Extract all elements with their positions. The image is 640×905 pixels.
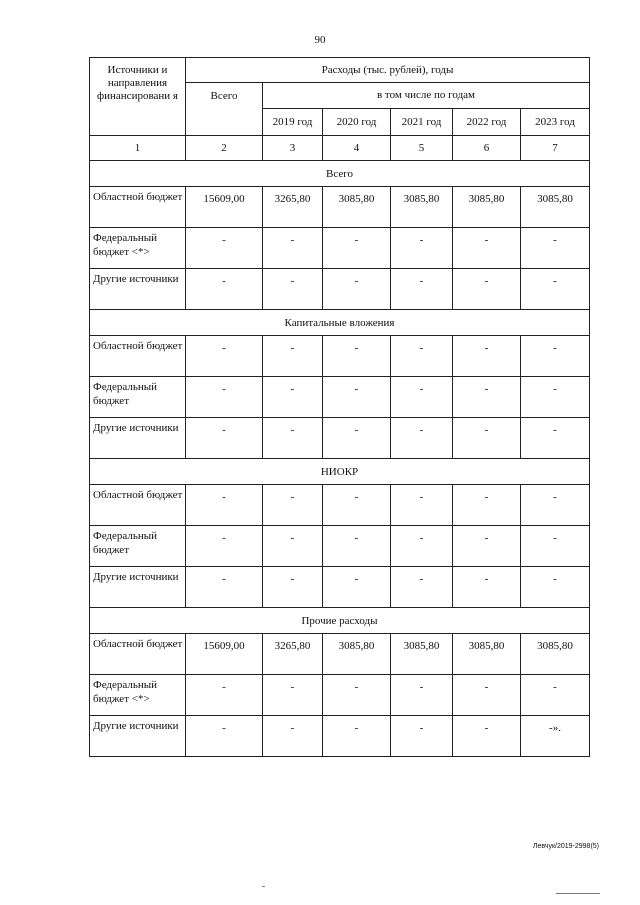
value-cell: 15609,00 [186, 634, 263, 675]
header-year: 2022 год [453, 109, 521, 136]
source-name: Федеральный бюджет <*> [90, 228, 186, 269]
header-by-years: в том числе по годам [263, 83, 590, 109]
value-cell: - [521, 336, 590, 377]
table-row [90, 377, 590, 418]
page-number: 90 [314, 34, 326, 46]
section-header-row [90, 310, 590, 336]
source-name: Областной бюджет [90, 336, 186, 377]
value-cell: - [391, 716, 453, 757]
financing-table [89, 57, 590, 757]
value-cell: - [391, 377, 453, 418]
value-cell: 3085,80 [521, 187, 590, 228]
value-cell: - [263, 377, 323, 418]
column-number: 4 [323, 136, 391, 161]
header-year: 2023 год [521, 109, 590, 136]
source-name: Областной бюджет [90, 634, 186, 675]
value-cell: 3085,80 [453, 187, 521, 228]
value-cell: - [453, 228, 521, 269]
table-row [90, 716, 590, 757]
value-cell: - [391, 567, 453, 608]
header-total: Всего [186, 83, 263, 136]
value-cell: - [391, 675, 453, 716]
source-name: Федеральный бюджет [90, 377, 186, 418]
value-cell: - [453, 567, 521, 608]
value-cell: - [323, 675, 391, 716]
value-cell: - [323, 716, 391, 757]
value-cell: 3085,80 [453, 634, 521, 675]
table-row [90, 228, 590, 269]
value-cell: - [453, 336, 521, 377]
table-row [90, 634, 590, 675]
value-cell: - [453, 675, 521, 716]
value-cell: - [186, 716, 263, 757]
value-cell: - [186, 228, 263, 269]
header-year: 2020 год [323, 109, 391, 136]
value-cell: - [186, 377, 263, 418]
value-cell: - [391, 418, 453, 459]
value-cell: - [521, 485, 590, 526]
value-cell: - [263, 228, 323, 269]
source-name: Федеральный бюджет [90, 526, 186, 567]
value-cell: - [263, 567, 323, 608]
value-cell: - [521, 675, 590, 716]
value-cell: - [453, 377, 521, 418]
value-cell: - [263, 675, 323, 716]
source-name: Другие источники [90, 716, 186, 757]
value-cell: - [323, 336, 391, 377]
header-expenses: Расходы (тыс. рублей), годы [186, 58, 590, 83]
value-cell: - [186, 567, 263, 608]
value-cell: - [521, 526, 590, 567]
value-cell: - [186, 485, 263, 526]
value-cell: - [391, 485, 453, 526]
value-cell: - [391, 526, 453, 567]
value-cell: 3085,80 [391, 187, 453, 228]
scan-mark [262, 886, 265, 887]
value-cell: - [521, 377, 590, 418]
section-title: Всего [90, 161, 590, 187]
value-cell: -». [521, 716, 590, 757]
value-cell: - [521, 418, 590, 459]
section-title: Капитальные вложения [90, 310, 590, 336]
table-row [90, 187, 590, 228]
value-cell: - [186, 675, 263, 716]
section-header-row [90, 608, 590, 634]
source-name: Федеральный бюджет <*> [90, 675, 186, 716]
section-title: НИОКР [90, 459, 590, 485]
value-cell: - [521, 269, 590, 310]
value-cell: - [521, 567, 590, 608]
source-name: Областной бюджет [90, 187, 186, 228]
source-name: Другие источники [90, 567, 186, 608]
table-row [90, 485, 590, 526]
value-cell: - [521, 228, 590, 269]
value-cell: - [263, 485, 323, 526]
value-cell: - [323, 485, 391, 526]
value-cell: - [391, 336, 453, 377]
scan-line [556, 893, 600, 894]
value-cell: - [391, 269, 453, 310]
value-cell: 3265,80 [263, 634, 323, 675]
value-cell: - [186, 526, 263, 567]
table-row [90, 269, 590, 310]
source-name: Областной бюджет [90, 485, 186, 526]
table-row [90, 567, 590, 608]
document-code: Левчук/2019-2998(5) [532, 843, 599, 850]
value-cell: - [263, 336, 323, 377]
header-sources: Источники и направления финансировани я [90, 58, 186, 136]
value-cell: - [453, 269, 521, 310]
table-row [90, 675, 590, 716]
section-title: Прочие расходы [90, 608, 590, 634]
value-cell: - [323, 228, 391, 269]
value-cell: - [263, 269, 323, 310]
value-cell: - [263, 526, 323, 567]
column-number: 6 [453, 136, 521, 161]
value-cell: - [453, 418, 521, 459]
value-cell: 3085,80 [391, 634, 453, 675]
value-cell: - [186, 269, 263, 310]
source-name: Другие источники [90, 269, 186, 310]
value-cell: - [391, 228, 453, 269]
section-header-row [90, 161, 590, 187]
column-number: 3 [263, 136, 323, 161]
value-cell: - [453, 526, 521, 567]
column-number: 5 [391, 136, 453, 161]
column-number: 2 [186, 136, 263, 161]
value-cell: 3085,80 [323, 634, 391, 675]
value-cell: - [323, 269, 391, 310]
value-cell: 3085,80 [521, 634, 590, 675]
value-cell: - [323, 567, 391, 608]
value-cell: - [323, 377, 391, 418]
header-year: 2019 год [263, 109, 323, 136]
value-cell: - [323, 526, 391, 567]
section-header-row [90, 459, 590, 485]
table-row [90, 336, 590, 377]
value-cell: - [186, 418, 263, 459]
value-cell: - [263, 418, 323, 459]
value-cell: - [453, 485, 521, 526]
value-cell: - [263, 716, 323, 757]
source-name: Другие источники [90, 418, 186, 459]
value-cell: 3265,80 [263, 187, 323, 228]
table-row [90, 526, 590, 567]
table-row [90, 418, 590, 459]
header-year: 2021 год [391, 109, 453, 136]
value-cell: 15609,00 [186, 187, 263, 228]
value-cell: - [186, 336, 263, 377]
column-number: 1 [90, 136, 186, 161]
value-cell: - [453, 716, 521, 757]
value-cell: 3085,80 [323, 187, 391, 228]
value-cell: - [323, 418, 391, 459]
table-body [90, 161, 590, 757]
column-numbers-row [90, 136, 590, 161]
column-number: 7 [521, 136, 590, 161]
